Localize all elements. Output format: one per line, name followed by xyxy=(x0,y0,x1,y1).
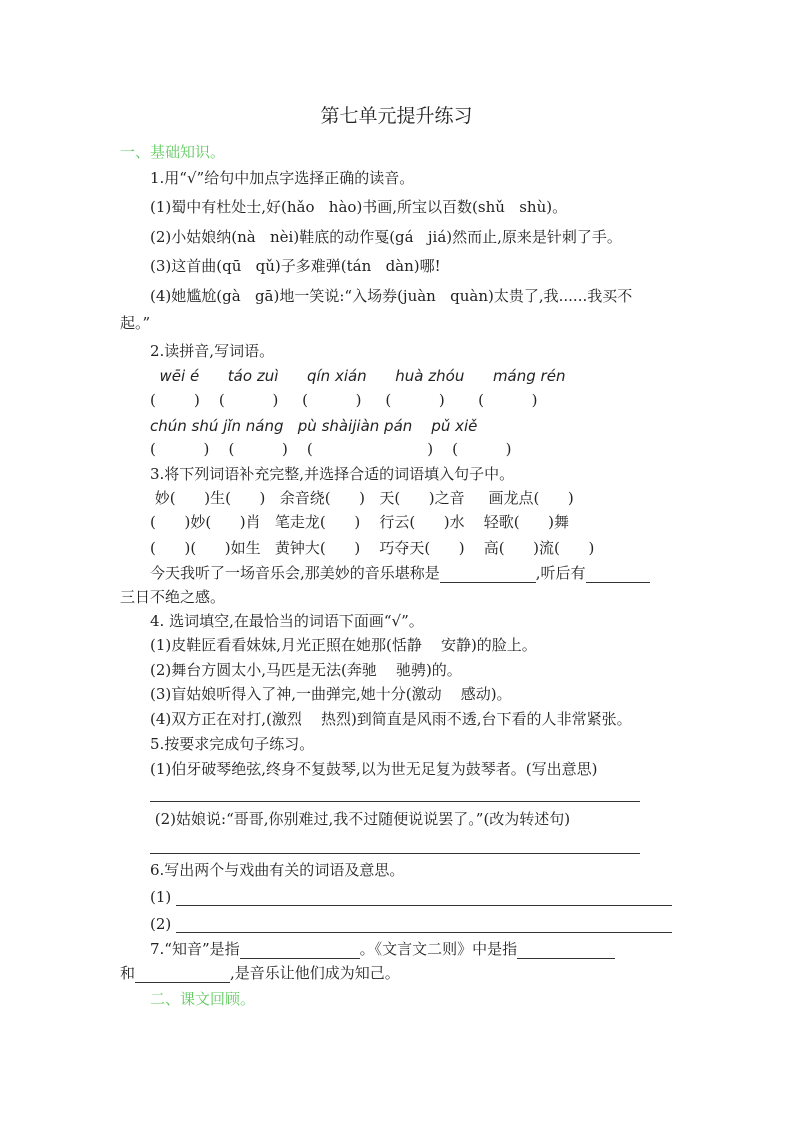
q2-prompt: 2.读拼音,写词语。 xyxy=(150,342,275,360)
q3-sentence-a: 今天我听了一场音乐会,那美妙的音乐堪称是 xyxy=(150,564,440,582)
q1-item-4: (4)她尴尬(gà gā)地一笑说:“入场券(juàn quàn)太贵了,我......我买不 xyxy=(150,287,633,305)
q2-answer-row-2: ( ) ( ) ( ) ( ) xyxy=(150,440,512,458)
q2-pinyin-row-1: wēi é táo zuì qín xián huà zhóu máng rén xyxy=(150,367,566,385)
q4-item-4: (4)双方正在对打,(激烈 热烈)到简直是风雨不透,台下看的人非常紧张。 xyxy=(150,710,632,728)
q2-pinyin-row-2: chún shú jǐn náng pù shàijiàn pán pǔ xiě xyxy=(150,417,478,435)
q4-item-2: (2)舞台方圆太小,马匹是无法(奔驰 驰骋)的。 xyxy=(150,661,462,679)
q3-sentence-b: ,听后有 xyxy=(535,564,586,582)
q1-item-1: (1)蜀中有杜处士,好(hǎo hào)书画,所宝以百数(shǔ shù)。 xyxy=(150,198,568,216)
q7-part-d: ,是音乐让他们成为知己。 xyxy=(230,964,400,982)
q6-prompt: 6.写出两个与戏曲有关的词语及意思。 xyxy=(150,861,405,879)
q1-item-3: (3)这首曲(qū qǔ)子多难弹(tán dàn)哪! xyxy=(150,257,441,275)
q1-item-4-cont: 起。” xyxy=(120,314,151,332)
q7-part-c: 和 xyxy=(120,964,136,982)
q6-answer-line-1[interactable] xyxy=(176,905,672,906)
q3-row-3: ( )( )如生 黄钟大( ) 巧夺天( ) 高( )流( ) xyxy=(150,539,595,557)
section-heading-basics: 一、基础知识。 xyxy=(120,143,226,161)
q3-blank-1[interactable] xyxy=(440,566,536,583)
q3-prompt: 3.将下列词语补充完整,并选择合适的词语填入句子中。 xyxy=(150,465,515,483)
q7-line-2 xyxy=(120,963,400,983)
q1-item-2: (2)小姑娘纳(nà nèi)鞋底的动作戛(gá jiá)然而止,原来是针刺了手。 xyxy=(150,228,622,246)
q2-answer-row-1: ( ) ( ) ( ) ( ) ( ) xyxy=(150,391,538,409)
q4-prompt: 4. 选词填空,在最恰当的词语下面画“√”。 xyxy=(150,612,424,630)
q6-item-1: (1) xyxy=(150,888,172,906)
q3-row-1: 妙( )生( ) 余音绕( ) 天( )之音 画龙点( ) xyxy=(150,489,574,507)
q6-item-2: (2) xyxy=(150,915,172,933)
q5-item-2: (2)姑娘说:“哥哥,你别难过,我不过随便说说罢了。”(改为转述句) xyxy=(150,810,571,828)
q5-answer-line-2[interactable] xyxy=(150,853,640,854)
q3-blank-2[interactable] xyxy=(586,566,650,583)
q4-item-1: (1)皮鞋匠看看妹妹,月光正照在她那(恬静 安静)的脸上。 xyxy=(150,636,537,654)
q3-row-2: ( )妙( )肖 笔走龙( ) 行云( )水 轻歌( )舞 xyxy=(150,513,570,531)
q7-part-a: 7.“知音”是指 xyxy=(150,940,240,958)
q5-answer-line-1[interactable] xyxy=(150,801,640,802)
q3-sentence-cont: 三日不绝之感。 xyxy=(120,588,226,606)
q3-sentence xyxy=(150,563,650,583)
q5-item-1: (1)伯牙破琴绝弦,终身不复鼓琴,以为世无足复为鼓琴者。(写出意思) xyxy=(150,760,598,778)
q5-prompt: 5.按要求完成句子练习。 xyxy=(150,735,315,753)
q1-prompt: 1.用“√”给句中加点字选择正确的读音。 xyxy=(150,169,415,187)
q7-part-b: 。《文言文二则》中是指 xyxy=(359,940,518,958)
page-title: 第七单元提升练习 xyxy=(320,105,473,127)
q7-blank-2[interactable] xyxy=(517,942,615,959)
q7-line-1 xyxy=(150,939,615,959)
q7-blank-3[interactable] xyxy=(135,966,230,983)
q4-item-3: (3)盲姑娘听得入了神,一曲弹完,她十分(激动 感动)。 xyxy=(150,685,512,703)
q6-answer-line-2[interactable] xyxy=(176,932,672,933)
q7-blank-1[interactable] xyxy=(240,942,360,959)
section-heading-review: 二、课文回顾。 xyxy=(150,990,256,1008)
